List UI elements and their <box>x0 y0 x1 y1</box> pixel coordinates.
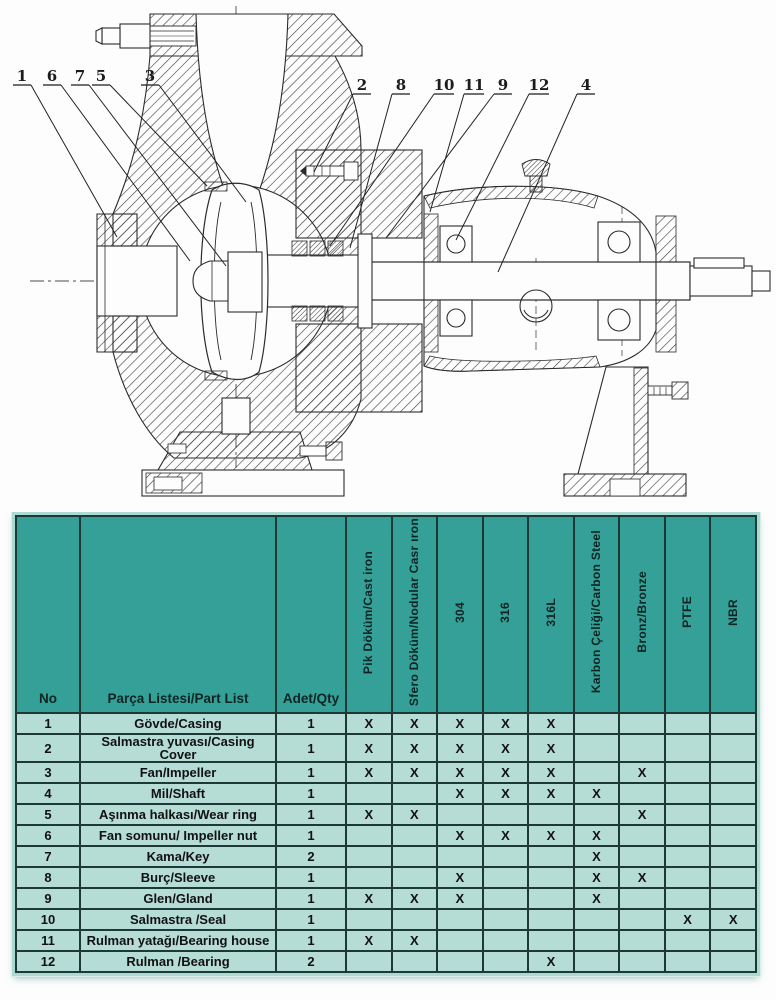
parts-table <box>15 515 757 973</box>
cell-material-mark: X <box>528 825 574 846</box>
drain-boss <box>222 398 250 434</box>
cell-material-mark <box>665 804 711 825</box>
part-callout: 6 <box>46 67 58 85</box>
parts-materials-table <box>12 512 760 976</box>
cell-material-mark <box>710 825 756 846</box>
table-row <box>16 846 756 867</box>
foot-bolt-left <box>168 444 186 453</box>
bearing-left-upper <box>440 226 472 262</box>
table-row <box>16 783 756 804</box>
cell-qty: 1 <box>276 825 346 846</box>
wear-ring-lower <box>205 371 227 380</box>
cell-no: 10 <box>16 909 80 930</box>
cell-qty: 1 <box>276 783 346 804</box>
cell-material-mark <box>346 783 392 804</box>
part-callout: 9 <box>497 76 509 94</box>
cell-material-mark: X <box>437 888 483 909</box>
cell-qty: 1 <box>276 888 346 909</box>
foot-bolt-right-head <box>326 442 342 460</box>
part-callout: 4 <box>580 76 592 94</box>
part-callout: 10 <box>433 76 455 94</box>
table-header-row <box>16 516 756 713</box>
cell-material-mark: X <box>710 909 756 930</box>
material-label: 316 <box>498 601 513 623</box>
cell-material-mark <box>574 713 620 734</box>
cell-material-mark <box>574 930 620 951</box>
cell-material-mark <box>346 825 392 846</box>
table-body <box>16 713 756 972</box>
cell-material-mark <box>392 783 438 804</box>
cell-no: 6 <box>16 825 80 846</box>
cover-stud-head <box>344 162 358 180</box>
cell-material-mark <box>574 734 620 762</box>
cell-part: Mil/Shaft <box>80 783 276 804</box>
cell-part: Rulman yatağı/Bearing house <box>80 930 276 951</box>
gland <box>358 234 372 328</box>
cell-qty: 1 <box>276 804 346 825</box>
column-header-material-5 <box>574 516 620 713</box>
vent-bolt-head <box>102 28 120 44</box>
packing-ring <box>310 241 325 256</box>
cell-material-mark <box>392 846 438 867</box>
cell-material-mark <box>574 762 620 783</box>
cell-material-mark: X <box>574 783 620 804</box>
cell-material-mark <box>346 867 392 888</box>
cell-no: 4 <box>16 783 80 804</box>
cell-part: Burç/Sleeve <box>80 867 276 888</box>
cell-material-mark <box>619 825 665 846</box>
table-row <box>16 867 756 888</box>
cell-material-mark <box>392 951 438 972</box>
cell-material-mark: X <box>619 804 665 825</box>
vent-bolt-tip <box>96 28 102 44</box>
cell-material-mark <box>710 804 756 825</box>
cell-qty: 1 <box>276 909 346 930</box>
column-header-material-6 <box>619 516 665 713</box>
cell-material-mark <box>392 867 438 888</box>
cell-material-mark <box>665 867 711 888</box>
cell-material-mark: X <box>437 825 483 846</box>
cell-material-mark <box>710 734 756 762</box>
casing-cover-lower <box>296 324 422 412</box>
cell-material-mark: X <box>483 783 529 804</box>
cell-material-mark <box>665 930 711 951</box>
cell-material-mark <box>574 909 620 930</box>
cell-material-mark: X <box>483 825 529 846</box>
cell-qty: 2 <box>276 951 346 972</box>
cell-material-mark: X <box>437 713 483 734</box>
cell-material-mark: X <box>392 713 438 734</box>
cell-no: 1 <box>16 713 80 734</box>
cell-material-mark: X <box>392 930 438 951</box>
cell-material-mark <box>528 888 574 909</box>
cell-material-mark <box>346 846 392 867</box>
anchor-hole <box>154 477 182 490</box>
cell-material-mark: X <box>346 804 392 825</box>
cell-part: Fan/Impeller <box>80 762 276 783</box>
cell-material-mark <box>574 951 620 972</box>
material-label: Bronz/Bronze <box>634 571 649 653</box>
table-row <box>16 804 756 825</box>
cell-part: Fan somunu/ Impeller nut <box>80 825 276 846</box>
table-row <box>16 930 756 951</box>
bearing-right-upper <box>598 222 640 262</box>
cell-material-mark <box>437 846 483 867</box>
baseplate-notch <box>610 479 640 496</box>
packing-ring <box>328 306 343 321</box>
cell-material-mark <box>710 888 756 909</box>
cell-material-mark <box>665 846 711 867</box>
cell-material-mark <box>483 804 529 825</box>
cell-material-mark: X <box>528 734 574 762</box>
column-header-material-7 <box>665 516 711 713</box>
cell-material-mark <box>665 762 711 783</box>
cell-material-mark <box>483 846 529 867</box>
cell-material-mark <box>665 951 711 972</box>
cell-material-mark <box>665 825 711 846</box>
cell-material-mark <box>483 909 529 930</box>
cell-material-mark <box>665 888 711 909</box>
cell-material-mark <box>528 846 574 867</box>
cell-material-mark <box>710 867 756 888</box>
impeller-hub <box>228 252 262 312</box>
cell-no: 9 <box>16 888 80 909</box>
material-label: NBR <box>725 598 740 626</box>
cell-material-mark <box>619 930 665 951</box>
material-label: Sfero Döküm/Nodular Casr ıron <box>407 518 422 707</box>
material-label: Karbon Çeliği/Carbon Steel <box>589 530 604 694</box>
column-header-material-0 <box>346 516 392 713</box>
cell-no: 11 <box>16 930 80 951</box>
cell-material-mark <box>710 783 756 804</box>
cell-material-mark <box>392 825 438 846</box>
cell-material-mark <box>437 951 483 972</box>
cell-material-mark <box>574 804 620 825</box>
packing-ring <box>292 241 307 256</box>
cell-no: 5 <box>16 804 80 825</box>
cell-part: Salmastra /Seal <box>80 909 276 930</box>
oil-plug-head <box>522 160 550 177</box>
cell-material-mark: X <box>392 888 438 909</box>
impeller-nut <box>193 261 228 301</box>
table-row <box>16 713 756 734</box>
cell-part: Gövde/Casing <box>80 713 276 734</box>
material-label: Pik Döküm/Cast iron <box>361 550 376 674</box>
cell-material-mark <box>665 713 711 734</box>
foot-bolt-head <box>672 382 688 399</box>
cell-material-mark <box>483 867 529 888</box>
cell-material-mark: X <box>346 888 392 909</box>
cell-no: 7 <box>16 846 80 867</box>
part-callout: 5 <box>95 67 107 85</box>
cell-material-mark <box>346 909 392 930</box>
cell-material-mark <box>710 951 756 972</box>
table-row <box>16 909 756 930</box>
cell-qty: 1 <box>276 734 346 762</box>
housing-left-wall-lower <box>424 300 438 352</box>
cell-material-mark: X <box>574 867 620 888</box>
cell-material-mark: X <box>574 846 620 867</box>
cell-material-mark <box>710 713 756 734</box>
part-callout: 12 <box>528 76 550 94</box>
cell-material-mark <box>437 804 483 825</box>
shaft-sleeve <box>262 255 360 307</box>
cell-material-mark <box>710 846 756 867</box>
cell-material-mark: X <box>483 713 529 734</box>
cell-material-mark: X <box>574 888 620 909</box>
part-callout: 2 <box>356 76 368 94</box>
bearing-right-lower <box>598 300 640 340</box>
packing-ring <box>328 241 343 256</box>
cell-material-mark <box>710 930 756 951</box>
cell-material-mark: X <box>483 762 529 783</box>
cell-material-mark: X <box>528 713 574 734</box>
cell-material-mark <box>710 762 756 783</box>
cell-material-mark: X <box>437 762 483 783</box>
cell-part: Rulman /Bearing <box>80 951 276 972</box>
suction-flange-upper <box>113 214 137 246</box>
cell-part: Glen/Gland <box>80 888 276 909</box>
table-row <box>16 825 756 846</box>
material-label: PTFE <box>680 596 695 628</box>
bearing-cover-lower <box>656 300 676 352</box>
column-header-qty: Adet/Qty <box>276 516 346 713</box>
cell-material-mark: X <box>346 734 392 762</box>
cell-material-mark <box>528 930 574 951</box>
column-header-no: No <box>16 516 80 713</box>
vent-bolt-body <box>120 24 150 48</box>
cell-material-mark: X <box>619 762 665 783</box>
housing-left-wall-upper <box>424 214 438 262</box>
material-label: 304 <box>452 601 467 623</box>
cell-material-mark: X <box>392 762 438 783</box>
cell-material-mark <box>528 909 574 930</box>
cell-material-mark <box>528 804 574 825</box>
cell-material-mark <box>619 888 665 909</box>
part-callout: 8 <box>395 76 407 94</box>
cell-material-mark <box>528 867 574 888</box>
cell-material-mark <box>483 930 529 951</box>
cell-material-mark: X <box>528 951 574 972</box>
cell-material-mark <box>619 909 665 930</box>
suction-flange-lower <box>113 316 137 352</box>
casing-cover-upper <box>296 150 422 238</box>
column-header-material-4 <box>528 516 574 713</box>
housing-shell-bottom <box>424 356 600 371</box>
cell-material-mark <box>619 713 665 734</box>
cell-qty: 1 <box>276 762 346 783</box>
part-callout: 3 <box>144 67 156 85</box>
column-header-material-1 <box>392 516 438 713</box>
bearing-cover-upper <box>656 216 676 262</box>
cell-part: Aşınma halkası/Wear ring <box>80 804 276 825</box>
cell-material-mark: X <box>346 762 392 783</box>
cell-material-mark <box>437 909 483 930</box>
cell-material-mark: X <box>437 734 483 762</box>
cell-qty: 1 <box>276 930 346 951</box>
cell-material-mark: X <box>392 804 438 825</box>
support-foot-rib <box>634 368 648 474</box>
housing-shell-top <box>424 186 598 208</box>
cell-material-mark <box>392 909 438 930</box>
cell-no: 2 <box>16 734 80 762</box>
table-row <box>16 888 756 909</box>
cell-part: Kama/Key <box>80 846 276 867</box>
packing-ring <box>310 306 325 321</box>
part-callout: 7 <box>74 67 86 85</box>
cell-material-mark: X <box>392 734 438 762</box>
cell-material-mark: X <box>437 867 483 888</box>
cell-material-mark <box>346 951 392 972</box>
cell-material-mark: X <box>528 783 574 804</box>
suction-channel <box>97 246 177 316</box>
shaft-coupling-end <box>690 266 752 296</box>
shaft-key <box>694 258 744 268</box>
cell-material-mark: X <box>528 762 574 783</box>
line-art <box>13 6 772 496</box>
cell-no: 12 <box>16 951 80 972</box>
shaft-tip <box>752 271 770 291</box>
foot-bolt-right-shank <box>300 446 326 456</box>
cover-stud-shank <box>306 166 344 176</box>
column-header-material-2 <box>437 516 483 713</box>
cell-no: 8 <box>16 867 80 888</box>
cell-material-mark: X <box>619 867 665 888</box>
packing-ring <box>292 306 307 321</box>
table-row <box>16 734 756 762</box>
part-callout: 1 <box>16 67 28 85</box>
cell-material-mark: X <box>346 713 392 734</box>
part-callout: 11 <box>463 76 485 94</box>
cell-material-mark <box>619 734 665 762</box>
cell-material-mark <box>665 734 711 762</box>
cell-material-mark <box>483 951 529 972</box>
cell-material-mark: X <box>346 930 392 951</box>
cell-material-mark <box>665 783 711 804</box>
cell-material-mark: X <box>665 909 711 930</box>
cell-material-mark: X <box>437 783 483 804</box>
oil-plug-shank <box>530 176 542 192</box>
table-row <box>16 951 756 972</box>
cell-part: Salmastra yuvası/Casing Cover <box>80 734 276 762</box>
cell-material-mark: X <box>483 734 529 762</box>
cell-qty: 1 <box>276 867 346 888</box>
cell-material-mark <box>619 951 665 972</box>
cell-material-mark <box>619 783 665 804</box>
bearing-left-lower <box>440 300 472 336</box>
cell-material-mark: X <box>574 825 620 846</box>
column-header-material-8 <box>710 516 756 713</box>
table-row <box>16 762 756 783</box>
cell-no: 3 <box>16 762 80 783</box>
column-header-material-3 <box>483 516 529 713</box>
material-label: 316L <box>543 597 558 627</box>
cell-qty: 1 <box>276 713 346 734</box>
wear-ring-upper <box>205 182 227 191</box>
cell-material-mark <box>483 888 529 909</box>
column-header-part: Parça Listesi/Part List <box>80 516 276 713</box>
cell-material-mark <box>619 846 665 867</box>
cell-qty: 2 <box>276 846 346 867</box>
cell-material-mark <box>437 930 483 951</box>
